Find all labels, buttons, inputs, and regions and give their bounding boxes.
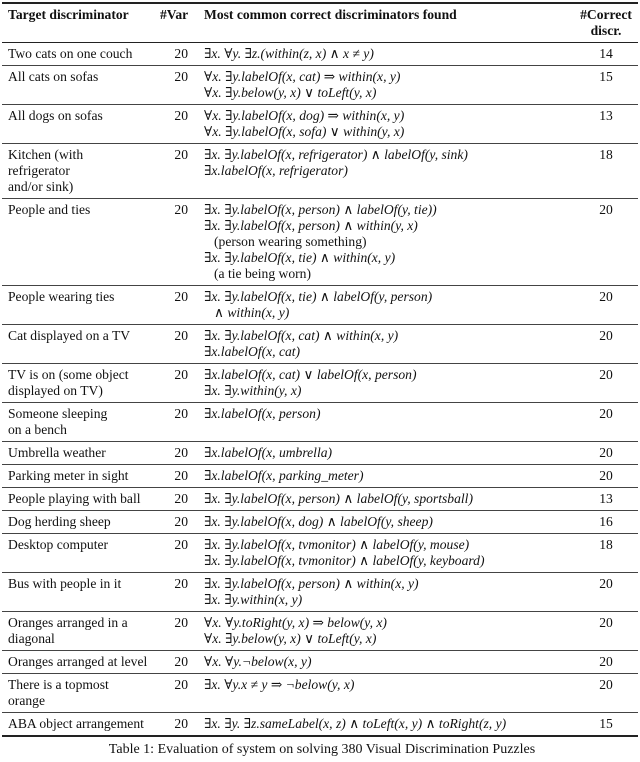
- formula: ∃x. ∃y.labelOf(x, cat) ∧ within(x, y): [204, 328, 399, 343]
- correct-cell: 20: [599, 654, 613, 669]
- target-label: All cats on sofas: [8, 69, 99, 84]
- formulas-cell: [198, 442, 574, 465]
- target-cell: [2, 105, 154, 144]
- formulas-cell: [198, 403, 574, 442]
- target-cell: [2, 465, 154, 488]
- var-cell: 20: [174, 289, 188, 304]
- var-cell: 20: [174, 445, 188, 460]
- var-cell: 20: [174, 615, 188, 630]
- target-cell: [2, 144, 154, 199]
- var-cell: 20: [174, 406, 188, 421]
- formula: ∃x.labelOf(x, cat): [204, 344, 301, 359]
- formula-note: (a tie being worn): [214, 266, 312, 281]
- formula: ∃x. ∃y.labelOf(x, person) ∧ within(y, x): [204, 218, 418, 233]
- table-row: [2, 199, 638, 286]
- target-label: and/or sink): [8, 179, 74, 194]
- table-row: [2, 66, 638, 105]
- table-row: [2, 144, 638, 199]
- formula-note: (person wearing something): [214, 234, 367, 249]
- formulas-cell: [198, 573, 574, 612]
- formulas-cell: [198, 43, 574, 66]
- formula: ∀x. ∃y.labelOf(x, cat) ⇒ within(x, y): [204, 69, 401, 84]
- table-row: [2, 442, 638, 465]
- target-cell: [2, 43, 154, 66]
- target-cell: [2, 713, 154, 737]
- results-table: [2, 2, 638, 737]
- correct-cell: 15: [599, 69, 613, 84]
- correct-cell: 20: [599, 367, 613, 382]
- var-cell: 20: [174, 514, 188, 529]
- table-row: [2, 534, 638, 573]
- table-row: [2, 651, 638, 674]
- target-label: Desktop computer: [8, 537, 109, 552]
- table-body: [2, 43, 638, 737]
- var-cell: 20: [174, 716, 188, 731]
- var-cell: 20: [174, 147, 188, 162]
- table-caption: Table 1: Evaluation of system on solving 380 Visual Discrimination Puzzles: [108, 742, 536, 757]
- var-cell: 20: [174, 108, 188, 123]
- target-cell: [2, 488, 154, 511]
- correct-cell: 18: [599, 537, 613, 552]
- target-cell: [2, 511, 154, 534]
- var-cell: 20: [174, 46, 188, 61]
- target-cell: [2, 364, 154, 403]
- var-cell: 20: [174, 468, 188, 483]
- correct-cell: 20: [599, 677, 613, 692]
- var-cell: 20: [174, 677, 188, 692]
- table-row: [2, 573, 638, 612]
- target-label: There is a topmost orange: [8, 677, 109, 708]
- formula: ∧ within(x, y): [214, 305, 290, 320]
- formula: ∃x.labelOf(x, person): [204, 406, 321, 421]
- formulas-cell: [198, 651, 574, 674]
- target-label: Oranges arranged in a: [8, 615, 128, 630]
- formulas-cell: [198, 144, 574, 199]
- formula: ∃x. ∃y.labelOf(x, tie) ∧ labelOf(y, person): [204, 289, 433, 304]
- header-found: Most common correct discriminators found: [204, 7, 457, 22]
- formula: ∃x. ∃y.within(x, y): [204, 592, 303, 607]
- var-cell: 20: [174, 202, 188, 217]
- target-label: Dog herding sheep: [8, 514, 111, 529]
- target-label: Kitchen (with refrigerator: [8, 147, 84, 178]
- target-label: People wearing ties: [8, 289, 115, 304]
- formulas-cell: [198, 199, 574, 286]
- target-label: All dogs on sofas: [8, 108, 103, 123]
- correct-cell: 15: [599, 716, 613, 731]
- target-label: Cat displayed on a TV: [8, 328, 131, 343]
- formula: ∃x. ∃y.within(y, x): [204, 383, 302, 398]
- target-label: Oranges arranged at level: [8, 654, 148, 669]
- target-label: displayed on TV): [8, 383, 103, 398]
- formula: ∀x. ∀y.toRight(y, x) ⇒ below(y, x): [204, 615, 387, 630]
- formula: ∀x. ∃y.below(y, x) ∨ toLeft(y, x): [204, 85, 377, 100]
- target-cell: [2, 674, 154, 713]
- var-cell: 20: [174, 537, 188, 552]
- table-row: [2, 511, 638, 534]
- target-cell: [2, 403, 154, 442]
- correct-cell: 20: [599, 445, 613, 460]
- formulas-cell: [198, 364, 574, 403]
- formulas-cell: [198, 105, 574, 144]
- formulas-cell: [198, 612, 574, 651]
- formula: ∃x.labelOf(x, umbrella): [204, 445, 333, 460]
- correct-cell: 13: [599, 108, 613, 123]
- var-cell: 20: [174, 328, 188, 343]
- table-row: [2, 105, 638, 144]
- target-label: on a bench: [8, 422, 67, 437]
- correct-cell: 20: [599, 202, 613, 217]
- target-label: People playing with ball: [8, 491, 141, 506]
- table-row: [2, 465, 638, 488]
- formula: ∃x.labelOf(x, refrigerator): [204, 163, 348, 178]
- target-cell: [2, 612, 154, 651]
- target-cell: [2, 573, 154, 612]
- target-label: TV is on (some object: [8, 367, 129, 382]
- target-cell: [2, 325, 154, 364]
- formulas-cell: [198, 66, 574, 105]
- formulas-cell: [198, 713, 574, 737]
- formula: ∃x. ∃y.labelOf(x, person) ∧ within(x, y): [204, 576, 419, 591]
- header-var: #Var: [160, 7, 189, 22]
- target-label: diagonal: [8, 631, 55, 646]
- header-correct: #Correct discr.: [580, 7, 632, 38]
- table-row: [2, 488, 638, 511]
- formula: ∃x. ∃y.labelOf(x, refrigerator) ∧ labelOf(y, sink): [204, 147, 468, 162]
- formula: ∃x.labelOf(x, cat) ∨ labelOf(x, person): [204, 367, 417, 382]
- formula: ∃x. ∃y.labelOf(x, dog) ∧ labelOf(y, sheep): [204, 514, 433, 529]
- target-cell: [2, 286, 154, 325]
- formula: ∃x. ∃y. ∃z.sameLabel(x, z) ∧ toLeft(x, y) ∧ toRight(z, y): [204, 716, 507, 731]
- table-row: [2, 286, 638, 325]
- correct-cell: 18: [599, 147, 613, 162]
- table-row: [2, 43, 638, 66]
- target-cell: [2, 651, 154, 674]
- header-row: [2, 3, 638, 43]
- formula: ∃x. ∃y.labelOf(x, tvmonitor) ∧ labelOf(y, keyboard): [204, 553, 485, 568]
- formulas-cell: [198, 511, 574, 534]
- formulas-cell: [198, 325, 574, 364]
- target-label: People and ties: [8, 202, 91, 217]
- formula: ∀x. ∃y.below(y, x) ∨ toLeft(y, x): [204, 631, 377, 646]
- table-row: [2, 325, 638, 364]
- formula: ∃x. ∃y.labelOf(x, person) ∧ labelOf(y, tie)): [204, 202, 437, 217]
- var-cell: 20: [174, 69, 188, 84]
- table-row: [2, 364, 638, 403]
- target-cell: [2, 199, 154, 286]
- formulas-cell: [198, 674, 574, 713]
- target-label: Bus with people in it: [8, 576, 122, 591]
- formulas-cell: [198, 286, 574, 325]
- correct-cell: 16: [599, 514, 613, 529]
- formula: ∃x. ∀y. ∃z.(within(z, x) ∧ x ≠ y): [204, 46, 374, 61]
- target-cell: [2, 442, 154, 465]
- correct-cell: 20: [599, 615, 613, 630]
- correct-cell: 20: [599, 576, 613, 591]
- formula: ∃x. ∀y.x ≠ y ⇒ ¬below(y, x): [204, 677, 355, 692]
- formulas-cell: [198, 465, 574, 488]
- header-target: Target discriminator: [8, 7, 129, 22]
- formulas-cell: [198, 534, 574, 573]
- target-label: Parking meter in sight: [8, 468, 129, 483]
- target-cell: [2, 534, 154, 573]
- target-label: Umbrella weather: [8, 445, 106, 460]
- correct-cell: 20: [599, 328, 613, 343]
- formula: ∃x. ∃y.labelOf(x, tvmonitor) ∧ labelOf(y, mouse): [204, 537, 470, 552]
- table-row: [2, 713, 638, 737]
- target-cell: [2, 66, 154, 105]
- var-cell: 20: [174, 367, 188, 382]
- correct-cell: 20: [599, 289, 613, 304]
- formula: ∀x. ∀y.¬below(x, y): [204, 654, 312, 669]
- correct-cell: 14: [599, 46, 613, 61]
- formula: ∃x. ∃y.labelOf(x, person) ∧ labelOf(y, sportsball): [204, 491, 473, 506]
- table-row: [2, 674, 638, 713]
- var-cell: 20: [174, 576, 188, 591]
- formula: ∃x.labelOf(x, parking_meter): [204, 468, 364, 483]
- var-cell: 20: [174, 491, 188, 506]
- target-label: ABA object arrangement: [8, 716, 144, 731]
- var-cell: 20: [174, 654, 188, 669]
- target-label: Someone sleeping: [8, 406, 108, 421]
- correct-cell: 20: [599, 468, 613, 483]
- correct-cell: 20: [599, 406, 613, 421]
- target-label: Two cats on one couch: [8, 46, 133, 61]
- formulas-cell: [198, 488, 574, 511]
- table-row: [2, 612, 638, 651]
- formula: ∀x. ∃y.labelOf(x, dog) ⇒ within(x, y): [204, 108, 405, 123]
- formula: ∀x. ∃y.labelOf(x, sofa) ∨ within(y, x): [204, 124, 405, 139]
- correct-cell: 13: [599, 491, 613, 506]
- table-row: [2, 403, 638, 442]
- formula: ∃x. ∃y.labelOf(x, tie) ∧ within(x, y): [204, 250, 396, 265]
